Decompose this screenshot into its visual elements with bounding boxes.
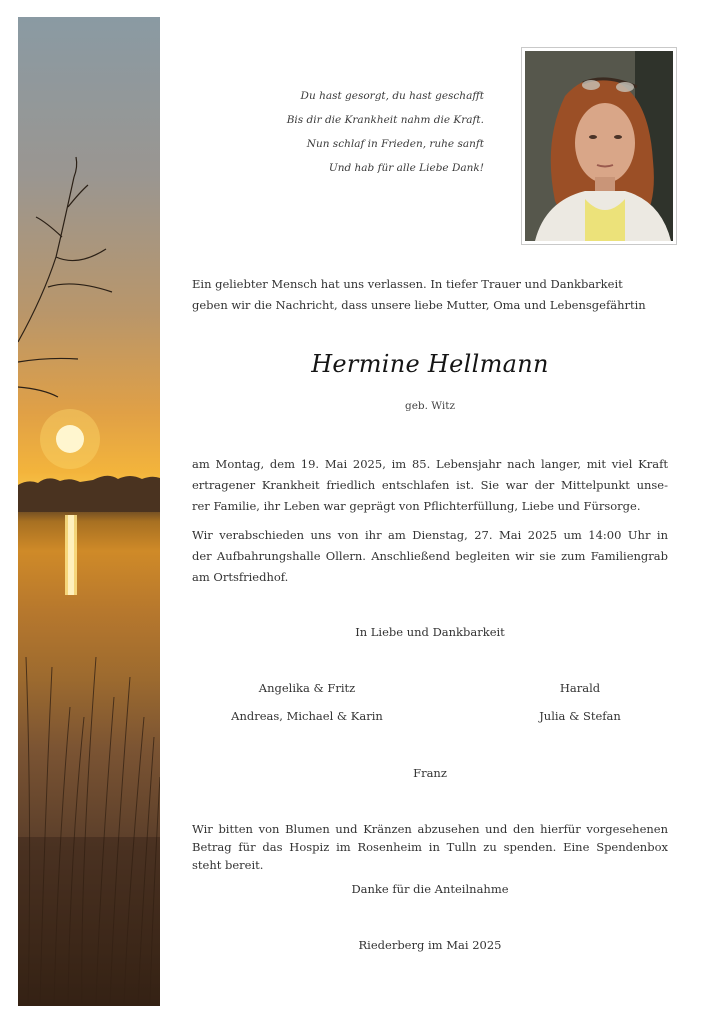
birth-name: geb. Witz bbox=[404, 400, 456, 412]
paragraph-line: am Ortsfriedhof. bbox=[192, 570, 289, 584]
funeral-paragraph bbox=[192, 525, 668, 588]
intro-line: Ein geliebter Mensch hat uns verlassen. In tiefer Trauer und Dankbarkeit bbox=[192, 277, 623, 291]
deceased-name: Hermine Hellmann bbox=[311, 350, 549, 378]
mourner-right-line1: Harald bbox=[559, 681, 601, 695]
poem-line: Und hab für alle Liebe Dank! bbox=[328, 162, 484, 174]
paragraph-line: Wir verabschieden uns von ihr am Dienstag, 27. Mai 2025 um 14:00 Uhr in bbox=[192, 528, 668, 542]
mourner-left-line1: Angelika & Fritz bbox=[258, 681, 356, 695]
mourner-right-line2: Julia & Stefan bbox=[539, 709, 621, 723]
intro-paragraph bbox=[192, 274, 668, 316]
portrait-photo bbox=[525, 51, 673, 241]
poem-line: Nun schlaf in Frieden, ruhe sanft bbox=[306, 138, 484, 150]
portrait-photo-frame bbox=[521, 47, 677, 245]
closing-heading: In Liebe und Dankbarkeit bbox=[355, 625, 505, 639]
intro-line: geben wir die Nachricht, dass unsere liebe Mutter, Oma und Lebensgefährtin bbox=[192, 298, 646, 312]
death-paragraph bbox=[192, 454, 668, 517]
paragraph-line: rer Familie, ihr Leben war geprägt von Pflichterfüllung, Liebe und Fürsorge. bbox=[192, 499, 641, 513]
sunset-side-image bbox=[18, 17, 160, 1006]
poem-line: Du hast gesorgt, du hast geschafft bbox=[300, 90, 484, 102]
place-date: Riederberg im Mai 2025 bbox=[358, 938, 502, 952]
paragraph-line: ertragener Krankheit friedlich entschlafen ist. Sie war der Mittelpunkt unse- bbox=[192, 478, 668, 492]
paragraph-line: Betrag für das Hospiz im Rosenheim in Tulln zu spenden. Eine Spendenbox bbox=[192, 840, 668, 854]
poem-line: Bis dir die Krankheit nahm die Kraft. bbox=[286, 114, 484, 126]
mourner-center: Franz bbox=[413, 766, 447, 780]
thanks-line: Danke für die Anteilnahme bbox=[351, 882, 509, 896]
poem bbox=[262, 84, 484, 180]
paragraph-line: am Montag, dem 19. Mai 2025, im 85. Lebensjahr nach langer, mit viel Kraft bbox=[192, 457, 668, 471]
mourner-left-line2: Andreas, Michael & Karin bbox=[231, 709, 383, 723]
donation-paragraph bbox=[192, 820, 668, 874]
paragraph-line: steht bereit. bbox=[192, 858, 264, 872]
paragraph-line: der Aufbahrungshalle Ollern. Anschließend begleiten wir sie zum Familiengrab bbox=[192, 549, 668, 563]
paragraph-line: Wir bitten von Blumen und Kränzen abzusehen und den hierfür vorgesehenen bbox=[192, 822, 668, 836]
